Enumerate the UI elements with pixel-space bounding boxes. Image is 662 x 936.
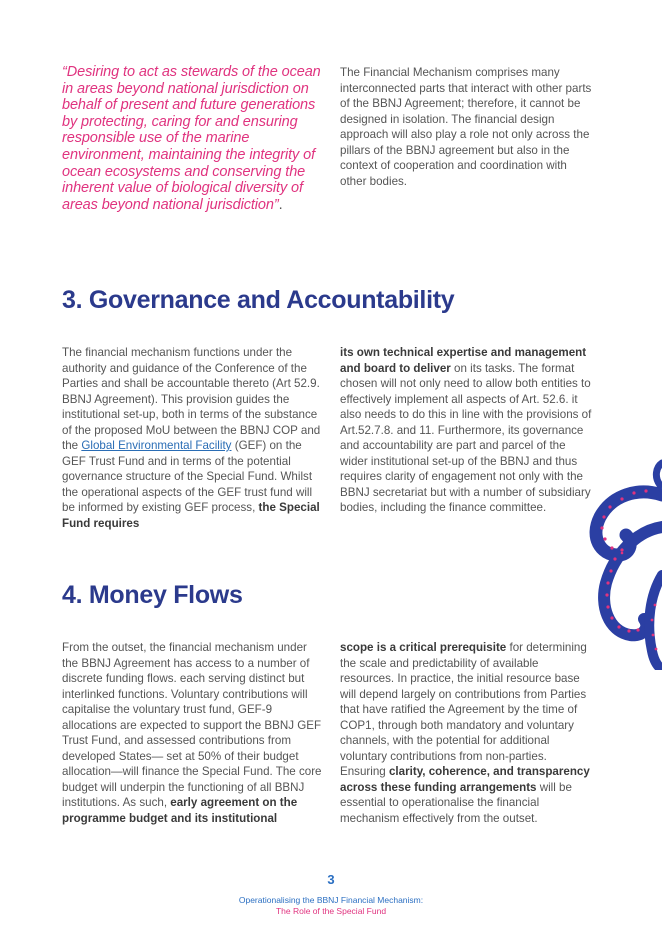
pull-quote-end: . [278, 196, 283, 213]
tentacle-4 [649, 575, 662, 669]
section-4-left-bold: early agreement on the programme budget and its institutional [62, 796, 298, 825]
section-3-right-paragraph [340, 345, 595, 516]
section-3-heading: 3. Governance and Accountability [62, 286, 455, 314]
section-4-heading: 4. Money Flows [62, 581, 243, 609]
section-3-left-text-2: (GEF) on the GEF Trust Fund and in terms of the potential governance structure of the Special Fund. Whilst the operational aspects of the GEF trust fund will be informed by existing GEF process, [62, 439, 313, 514]
footer [0, 895, 662, 917]
section-4-right-text-1: for determining the scale and predictability of available resources. In practice, the initial resource base will depend largely on contributions from Parties that have ratified the Agreement by the time of COP1, through both mandatory and voluntary channels, with the potential for additional voluntary contributions from non-parties. Ensuring [340, 641, 587, 778]
page-number: 3 [327, 872, 335, 887]
section-4-right-text-2: will be essential to operationalise the financial mechanism effectively from the outset. [340, 780, 572, 825]
section-3-left-paragraph [62, 345, 324, 531]
section-3-right-text: on its tasks. The format chosen will not only need to allow both entities to effectively implement all aspects of Art. 52.6. it also needs to do this in line with the provisions of Art.52.7.8. and 11. Furthermore, its governance and accountability are part and parcel of the wider institutional set-up of the BBNJ and thus requires clarity of engagement not only with the BBNJ secretariat but with a number of subsidiary bodies, including the finance committee. [340, 361, 592, 514]
section-4-right-paragraph [340, 640, 595, 826]
section-3-right-bold: its own technical expertise and management and board to deliver [340, 346, 587, 375]
section-4-left-paragraph [62, 640, 324, 826]
intro-right-paragraph: The Financial Mechanism comprises many interconnected parts that interact with other parts of the BBNJ Agreement; therefore, it cannot be designed in isolation. The financial design approach will also play a role not only across the pillars of the BBNJ agreement but also in the context of cooperation and coordination with other bodies. [340, 66, 592, 188]
pull-quote-text: “Desiring to act as stewards of the ocean in areas beyond national jurisdiction on behalf of present and future generations by protecting, caring for and ensuring responsible use of the marine environment, maintaining the integrity of ocean ecosystems and conserving the inherent value of biological diversity of areas beyond national jurisdiction” [62, 64, 321, 213]
footer-line-1: Operationalising the BBNJ Financial Mechanism: [238, 895, 424, 905]
footer-line-2: The Role of the Special Fund [275, 906, 387, 916]
gef-link[interactable]: Global Environmental Facility [81, 439, 232, 452]
octopus-tentacle-illustration [560, 455, 662, 670]
section-4-right-bold-2: clarity, coherence, and transparency across these funding arrangements [340, 765, 590, 794]
section-4-right-bold-1: scope is a critical prerequisite [340, 641, 507, 654]
pull-quote [62, 64, 324, 213]
section-3-left-text-1: The financial mechanism functions under the authority and guidance of the Conference of the Parties and shall be accountable thereto (Art 52.9. BBNJ Agreement). This provision guides the institutional set-up, both in terms of the substance of the proposed MoU between the BBNJ COP and the [62, 346, 321, 452]
tentacle-1 [656, 463, 662, 485]
section-4-left-text: From the outset, the financial mechanism under the BBNJ Agreement has access to a number of discrete funding flows. each serving distinct but interlinked functions. Voluntary contributions will capitalise the voluntary trust fund, GEF-9 allocations are expected to support the BBNJ GEF Trust Fund, and assessed contributions from developed States— set at 50% of their budget allocation—will finance the Special Fund. The core budget will underpin the functioning of all BBNJ institutions. As such, [62, 641, 322, 809]
section-3-left-bold: the Special Fund requires [62, 501, 320, 530]
